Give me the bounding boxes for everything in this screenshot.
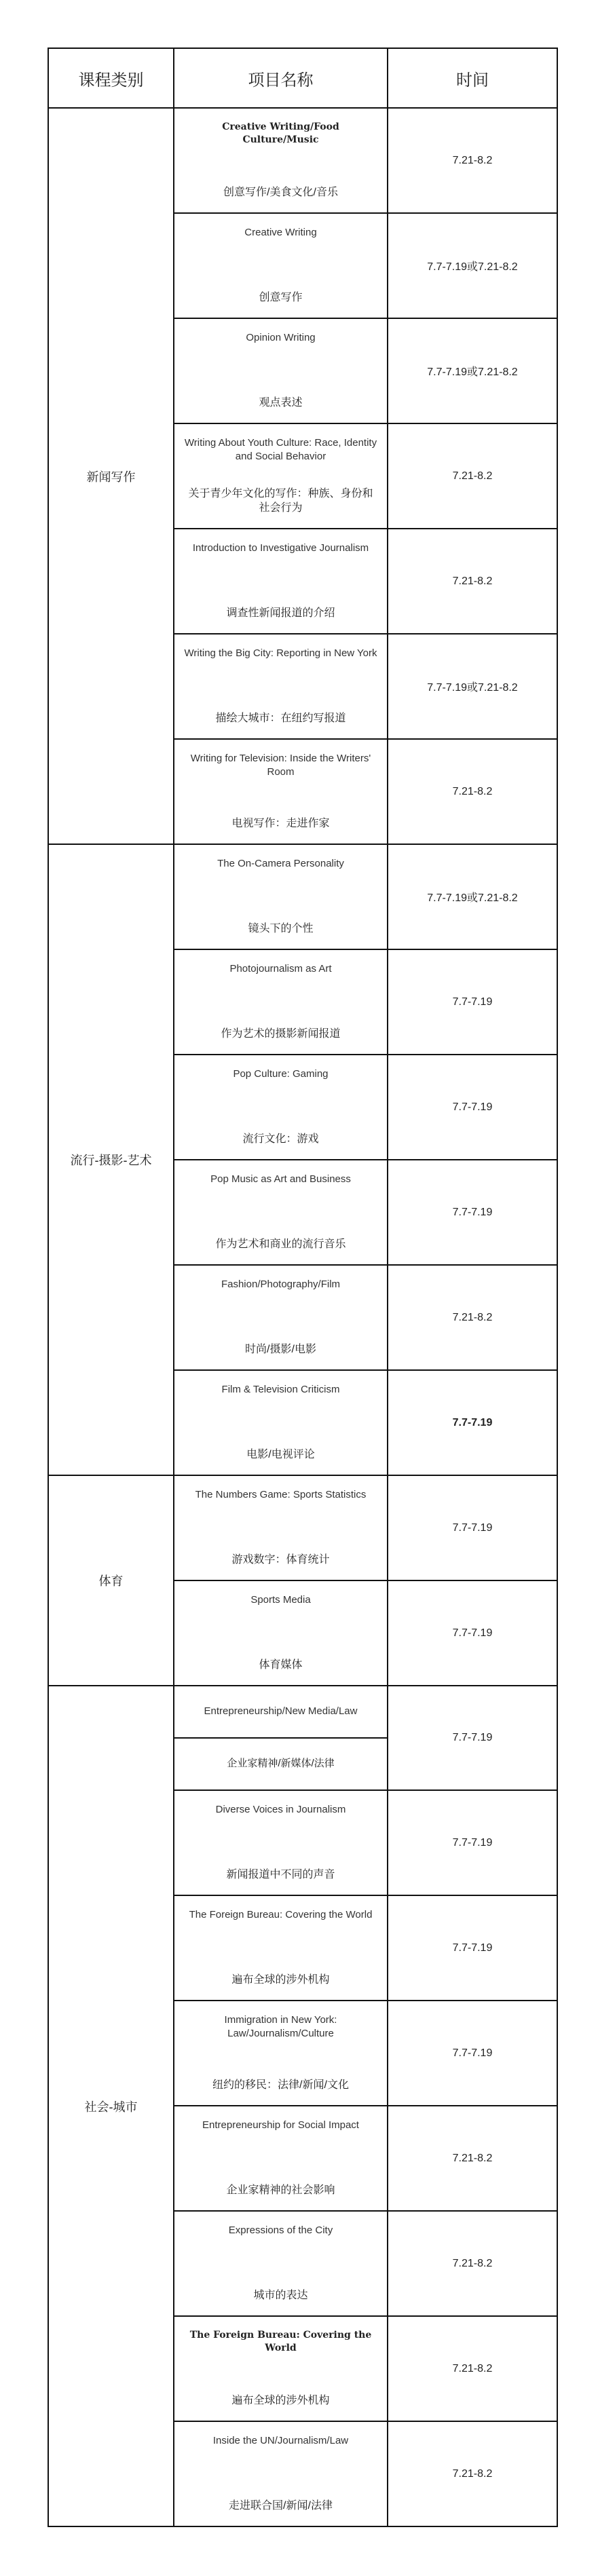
time-cell: 7.21-8.2 — [388, 108, 557, 213]
project-name-en: The Foreign Bureau: Covering the World — [189, 2330, 372, 2353]
project-name-zh: 城市的表达 — [253, 2290, 308, 2302]
project-name-en: Film & Television Criticism — [221, 1384, 340, 1395]
time-cell: 7.7-7.19 — [388, 949, 557, 1055]
time-cell: 7.7-7.19 — [388, 2001, 557, 2106]
project-name-zh: 企业家精神的社会影响 — [226, 2184, 335, 2197]
table-row — [48, 1686, 557, 1738]
time-cell: 7.7-7.19 — [388, 1790, 557, 1895]
project-cell — [174, 108, 388, 213]
time-cell: 7.7-7.19或7.21-8.2 — [388, 844, 557, 949]
project-name-zh: 电影/电视评论 — [246, 1449, 315, 1461]
project-cell — [174, 2106, 388, 2211]
project-name-en: Introduction to Investigative Journalism — [192, 542, 369, 554]
time-cell: 7.7-7.19 — [388, 1370, 557, 1475]
project-cell — [174, 634, 388, 739]
project-cell — [174, 1265, 388, 1370]
project-cell — [174, 2316, 388, 2421]
project-name-en: Inside the UN/Journalism/Law — [212, 2435, 349, 2446]
category-cell: 新闻写作 — [48, 108, 174, 844]
time-cell: 7.21-8.2 — [388, 2106, 557, 2211]
time-cell: 7.21-8.2 — [388, 529, 557, 634]
project-name-en: Writing About Youth Culture: Race, Identity and Social Behavior — [184, 437, 377, 463]
project-name-zh: 流行文化：游戏 — [242, 1133, 319, 1145]
table-body — [48, 108, 557, 2526]
project-name-zh: 游戏数字：体育统计 — [231, 1554, 330, 1566]
project-cell — [174, 1475, 388, 1580]
time-cell: 7.21-8.2 — [388, 2211, 557, 2316]
project-cell — [174, 2421, 388, 2526]
time-cell: 7.21-8.2 — [388, 423, 557, 529]
project-name-en: The Numbers Game: Sports Statistics — [195, 1489, 367, 1500]
project-name-zh: 遍布全球的涉外机构 — [231, 1974, 330, 1986]
project-name-zh: 时尚/摄影/电影 — [245, 1344, 316, 1356]
header-time: 时间 — [388, 48, 557, 108]
project-name-en: Creative Writing — [244, 227, 317, 238]
project-name-zh: 创意写作/美食文化/音乐 — [223, 187, 338, 199]
project-name-en: Pop Music as Art and Business — [210, 1173, 351, 1185]
time-cell: 7.7-7.19 — [388, 1895, 557, 2001]
project-cell — [174, 844, 388, 949]
project-cell — [174, 2001, 388, 2106]
project-cell — [174, 1370, 388, 1475]
project-name-en: Fashion/Photography/Film — [221, 1278, 341, 1290]
project-name-zh: 新闻报道中不同的声音 — [226, 1869, 335, 1881]
project-cell — [174, 1895, 388, 2001]
project-cell — [174, 2211, 388, 2316]
time-cell: 7.7-7.19或7.21-8.2 — [388, 634, 557, 739]
course-table — [48, 48, 558, 2527]
project-cell — [174, 1055, 388, 1160]
project-name-en: Creative Writing/Food Culture/Music — [222, 121, 339, 145]
project-name-zh: 电视写作：走进作家 — [231, 818, 330, 830]
time-cell: 7.7-7.19 — [388, 1160, 557, 1265]
table-row — [48, 844, 557, 949]
table-row — [48, 108, 557, 213]
project-name-zh: 作为艺术和商业的流行音乐 — [215, 1238, 346, 1251]
project-name-en: Pop Culture: Gaming — [233, 1068, 329, 1080]
header-row — [48, 48, 557, 108]
project-cell — [174, 318, 388, 423]
project-name-zh: 企业家精神/新媒体/法律 — [174, 1738, 388, 1790]
time-cell: 7.7-7.19 — [388, 1475, 557, 1580]
time-cell: 7.7-7.19或7.21-8.2 — [388, 318, 557, 423]
project-cell — [174, 1160, 388, 1265]
project-name-en: Diverse Voices in Journalism — [215, 1804, 346, 1815]
category-cell: 体育 — [48, 1475, 174, 1686]
project-cell — [174, 949, 388, 1055]
project-name-zh: 描绘大城市：在纽约写报道 — [215, 713, 346, 725]
project-cell — [174, 423, 388, 529]
project-name-en: The Foreign Bureau: Covering the World — [189, 1909, 373, 1920]
project-name-en: Entrepreneurship/New Media/Law — [174, 1686, 388, 1738]
project-name-zh: 作为艺术的摄影新闻报道 — [221, 1028, 341, 1040]
project-name-zh: 纽约的移民：法律/新闻/文化 — [212, 2079, 349, 2091]
project-name-en: Photojournalism as Art — [229, 963, 332, 974]
project-name-zh: 观点表述 — [259, 397, 303, 409]
project-name-en: Opinion Writing — [246, 332, 316, 343]
project-name-zh: 遍布全球的涉外机构 — [231, 2395, 330, 2407]
time-cell: 7.21-8.2 — [388, 739, 557, 844]
header-category: 课程类别 — [48, 48, 174, 108]
project-name-en: Expressions of the City — [228, 2224, 333, 2236]
project-name-zh: 调查性新闻报道的介绍 — [226, 607, 335, 620]
project-cell — [174, 213, 388, 318]
project-name-en: Sports Media — [250, 1594, 311, 1606]
project-cell — [174, 1790, 388, 1895]
category-cell: 流行-摄影-艺术 — [48, 844, 174, 1475]
project-cell — [174, 529, 388, 634]
time-cell: 7.7-7.19 — [388, 1686, 557, 1790]
project-name-zh: 走进联合国/新闻/法律 — [229, 2500, 333, 2512]
time-cell: 7.7-7.19 — [388, 1580, 557, 1686]
project-name-en: Writing for Television: Inside the Writers' Room — [190, 753, 371, 778]
time-cell: 7.21-8.2 — [388, 1265, 557, 1370]
project-name-zh: 创意写作 — [259, 292, 303, 304]
project-name-en: Writing the Big City: Reporting in New York — [184, 647, 377, 659]
project-name-en: Immigration in New York: Law/Journalism/Culture — [224, 2014, 337, 2040]
header-project: 项目名称 — [174, 48, 388, 108]
category-cell: 社会-城市 — [48, 1686, 174, 2526]
project-name-zh: 镜头下的个性 — [248, 923, 314, 935]
time-cell: 7.7-7.19或7.21-8.2 — [388, 213, 557, 318]
time-cell: 7.21-8.2 — [388, 2421, 557, 2526]
time-cell: 7.7-7.19 — [388, 1055, 557, 1160]
table-row — [48, 1475, 557, 1580]
project-name-zh: 体育媒体 — [259, 1659, 303, 1671]
project-name-zh: 关于青少年文化的写作：种族、身份和社会行为 — [188, 487, 373, 514]
time-cell: 7.21-8.2 — [388, 2316, 557, 2421]
project-cell — [174, 739, 388, 844]
project-name-en: Entrepreneurship for Social Impact — [202, 2119, 359, 2131]
project-cell — [174, 1580, 388, 1686]
project-name-en: The On-Camera Personality — [217, 858, 344, 869]
